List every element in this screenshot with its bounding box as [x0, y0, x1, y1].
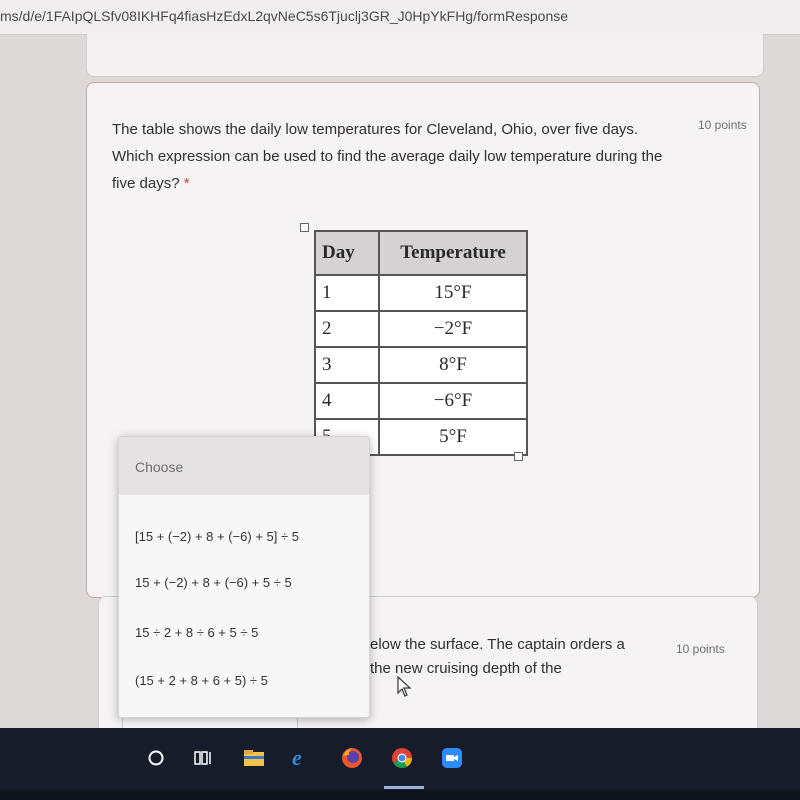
dropdown-option-2[interactable] — [119, 571, 369, 595]
question-points: 10 points — [698, 118, 747, 132]
table-cell-temperature: 15°F — [379, 275, 527, 311]
temperature-table — [314, 230, 528, 456]
temperature-table-image — [314, 230, 528, 456]
question-prompt: The table shows the daily low temperatures for Cleveland, Ohio, over five days. Which expression can be used to find the average daily low temperature during the five days? — [112, 121, 663, 192]
resize-handle-top-left[interactable] — [300, 223, 309, 232]
active-app-indicator — [384, 786, 424, 789]
table-cell-day: 2 — [315, 311, 379, 347]
required-asterisk: * — [183, 175, 190, 192]
windows-taskbar — [0, 728, 800, 790]
table-cell-temperature: 8°F — [379, 347, 527, 383]
dropdown-option-4[interactable] — [119, 669, 369, 693]
dropdown-option-label: 15 + (−2) + 8 + (−6) + 5 ÷ 5 — [135, 575, 292, 590]
table-cell-day: 1 — [315, 275, 379, 311]
table-row — [315, 383, 527, 419]
mouse-cursor-icon — [396, 676, 412, 703]
next-question-text-line2: the new cruising depth of the — [370, 660, 562, 677]
table-cell-temperature: −2°F — [379, 311, 527, 347]
answer-dropdown-menu[interactable] — [118, 436, 370, 718]
dropdown-option-3[interactable] — [119, 621, 369, 645]
table-row — [315, 347, 527, 383]
task-view-icon[interactable] — [190, 744, 218, 772]
table-cell-temperature: 5°F — [379, 419, 527, 455]
question-text — [112, 116, 682, 197]
table-cell-day: 3 — [315, 347, 379, 383]
dropdown-placeholder-option[interactable] — [119, 437, 369, 495]
next-question-points: 10 points — [676, 642, 725, 656]
browser-address-bar[interactable] — [0, 0, 800, 35]
url-text[interactable]: ms/d/e/1FAIpQLSfv08IKHFq4fiasHzEdxL2qvNeC5s6Tjuclj3GR_J0HpYkFHg/formResponse — [0, 8, 569, 24]
dropdown-option-label: 15 ÷ 2 + 8 ÷ 6 + 5 ÷ 5 — [135, 625, 259, 640]
table-cell-temperature: −6°F — [379, 383, 527, 419]
table-cell-day: 4 — [315, 383, 379, 419]
table-header-temperature: Temperature — [379, 231, 527, 275]
dropdown-option-label: (15 + 2 + 8 + 6 + 5) ÷ 5 — [135, 673, 268, 688]
zoom-icon[interactable] — [438, 744, 466, 772]
cortana-icon[interactable] — [142, 744, 170, 772]
previous-question-card — [86, 34, 764, 77]
next-question-text-line1: elow the surface. The captain orders a — [370, 636, 625, 653]
table-row — [315, 275, 527, 311]
svg-text:e: e — [292, 746, 302, 770]
resize-handle-bottom-right[interactable] — [514, 452, 523, 461]
table-row — [315, 311, 527, 347]
table-header-day: Day — [315, 231, 379, 275]
chrome-icon[interactable] — [388, 744, 416, 772]
dropdown-option-1[interactable] — [119, 525, 369, 549]
dropdown-option-label: [15 + (−2) + 8 + (−6) + 5] ÷ 5 — [135, 529, 299, 544]
firefox-icon[interactable] — [338, 744, 366, 772]
edge-icon[interactable] — [288, 744, 316, 772]
dropdown-placeholder-label: Choose — [135, 459, 184, 475]
screen-bottom-edge — [0, 790, 800, 800]
file-explorer-icon[interactable] — [240, 744, 268, 772]
